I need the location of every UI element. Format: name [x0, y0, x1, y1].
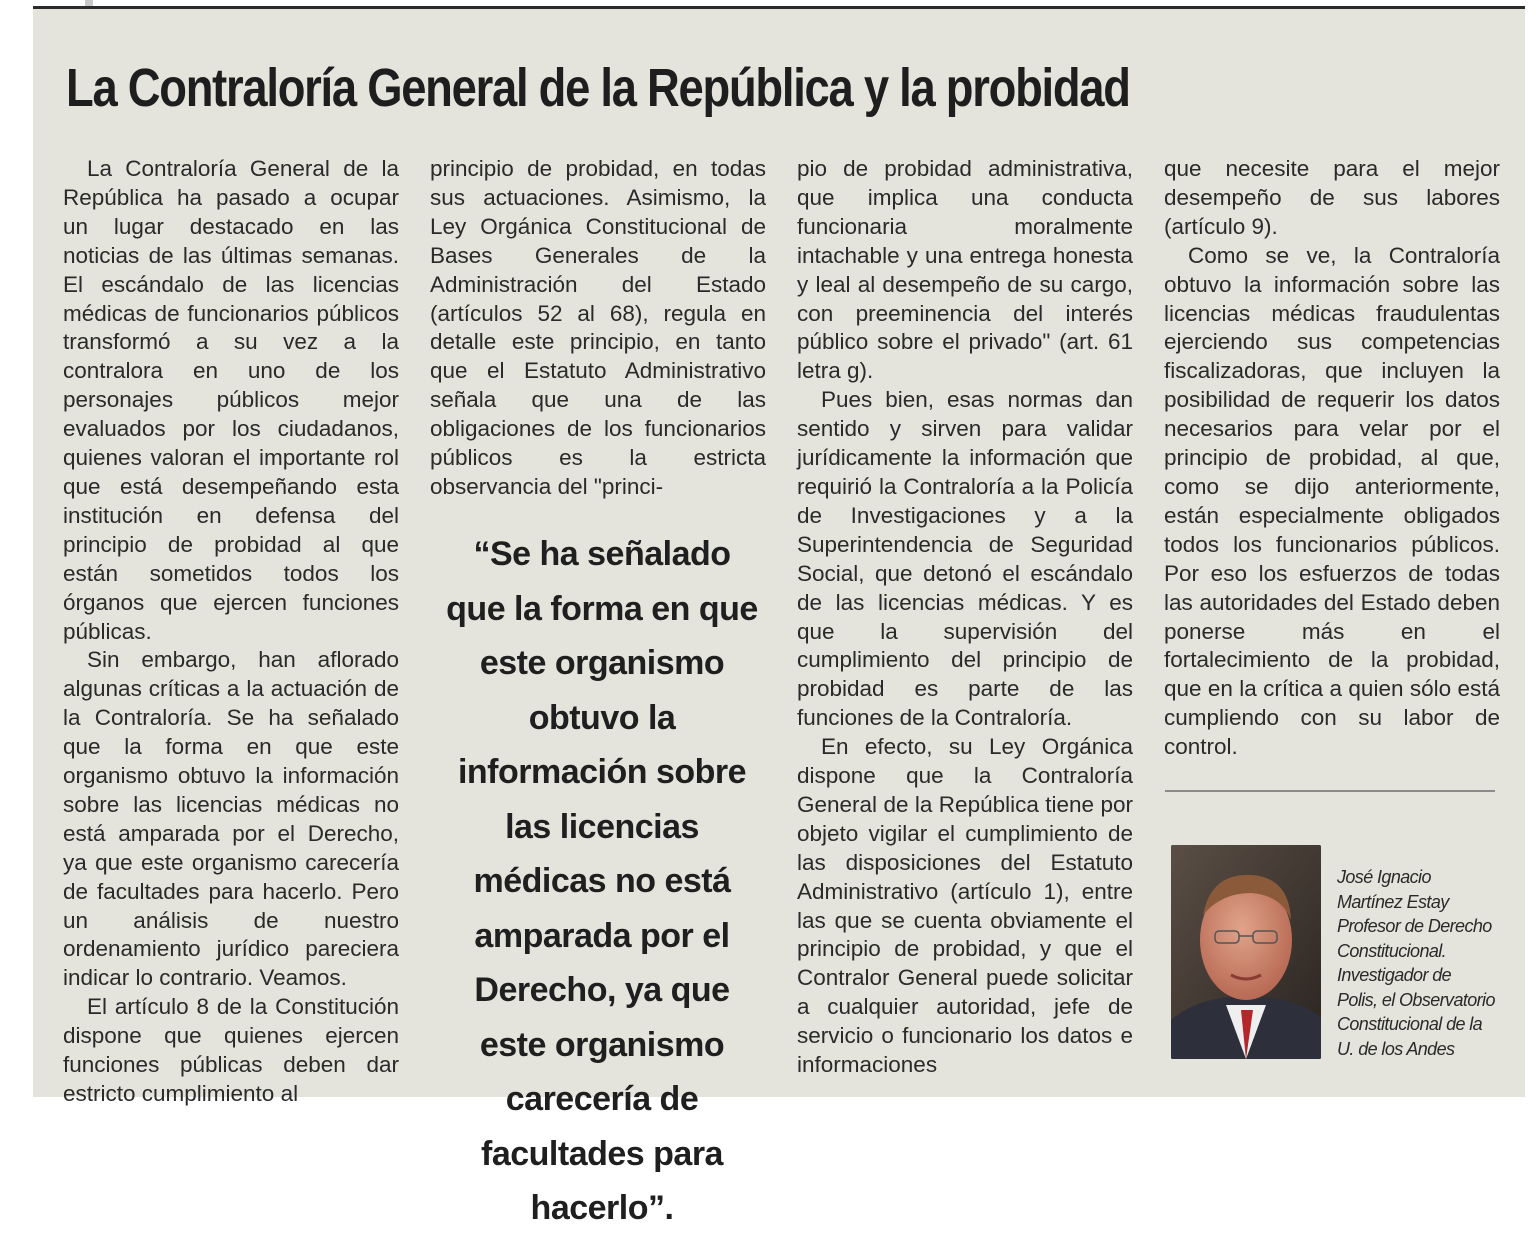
author-divider — [1165, 790, 1495, 792]
headline: La Contraloría General de la República y la probidad — [66, 58, 1130, 118]
caption-line: Investigador de — [1337, 965, 1452, 985]
paragraph: La Contraloría General de la República ha pasado a ocupar un lugar destacado en las noticias de las últimas semanas. El escándalo de las licencias médicas de funcionarios públicos transformó a su vez a la contralora en uno de los personajes públicos mejor evaluados por los ciudadanos, quienes valoran el importante rol que está desempeñando esta institución en defensa del principio de probidad al que están sometidos todos los órganos que ejercen funciones públicas. — [63, 156, 399, 644]
caption-line: Constitucional de la — [1337, 1014, 1483, 1034]
paragraph: principio de probidad, en todas sus actuaciones. Asimismo, la Ley Orgánica Constitucional de Bases Generales de la Administración del Estado (artículos 52 al 68), regula en detalle este principio, en tanto que el Estatuto Administrativo señala que una de las obligaciones de los funcionarios públicos es la estricta observancia del "princi- — [430, 156, 766, 499]
caption-line: Polis, el Observatorio — [1337, 989, 1495, 1010]
pull-quote: “Se ha señalado que la forma en que este organismo obtuvo la información sobre las licencias médicas no está amparada por el Derecho, ya que este organismo carecería de facultades para hacerlo”. — [446, 535, 758, 1227]
caption-line: Martínez Estay — [1337, 891, 1449, 912]
paragraph: El artículo 8 de la Constitución dispone que quienes ejercen funciones públicas deben dar estricto cumplimiento al — [63, 994, 399, 1106]
paragraph: pio de probidad administrativa, que implica una conducta funcionaria moralmente intachable y una entrega honesta y leal al desempeño de su cargo, con preeminencia del interés público sobre el privado" (art. 61 letra g). — [797, 156, 1133, 384]
article-column-4 — [1164, 155, 1500, 762]
article-column-1 — [63, 155, 399, 1109]
author-photo — [1171, 845, 1321, 1059]
author-caption — [1337, 865, 1512, 1061]
article-panel — [33, 9, 1525, 1227]
article-column-3 — [797, 155, 1133, 1080]
paragraph: Como se ve, la Contraloría obtuvo la información sobre las licencias médicas fraudulentas ejerciendo sus competencias fiscalizadoras, que incluyen la posibilidad de requerir los datos necesarios para velar por el principio de probidad, al que, como se dijo anteriormente, están especialmente obligados todos los funcionarios públicos. Por eso los esfuerzos de todas las autoridades del Estado deben ponerse más en el fortalecimiento de la probidad, que en la crítica a quien sólo está cumpliendo con su labor de control. — [1164, 242, 1500, 760]
paragraph: Sin embargo, han aflorado algunas críticas a la actuación de la Contraloría. Se ha señalado que la forma en que este organismo obtuvo la información sobre las licencias médicas no está amparada por el Derecho, ya que este organismo carecería de facultades para hacerlo. Pero un análisis de nuestro ordenamiento jurídico pareciera indicar lo contrario. Veamos. — [63, 647, 399, 991]
caption-line: Profesor de Derecho — [1337, 916, 1492, 936]
paragraph: Pues bien, esas normas dan sentido y sirven para validar jurídicamente la información que requirió la Contraloría a la Policía de Investigaciones y a la Superintendencia de Seguridad Social, que detonó el escándalo de las licencias médicas. Y es que la supervisión del cumplimiento del principio de probidad es parte de las funciones de la Contraloría. — [797, 387, 1133, 731]
caption-line: José Ignacio — [1337, 867, 1431, 887]
article-column-2 — [430, 155, 766, 502]
caption-line: Constitucional. — [1337, 940, 1447, 961]
caption-line: U. de los Andes — [1337, 1038, 1455, 1059]
paragraph: que necesite para el mejor desempeño de sus labores (artículo 9). — [1164, 156, 1500, 239]
paragraph: En efecto, su Ley Orgánica dispone que la Contraloría General de la República tiene por objeto vigilar el cumplimiento de las disposiciones del Estatuto Administrativo (artículo 1), entre las que se cuenta obviamente el principio de probidad, y que el Contralor General puede solicitar a cualquier autoridad, jefe de servicio o funcionario los datos e informaciones — [797, 734, 1133, 1078]
